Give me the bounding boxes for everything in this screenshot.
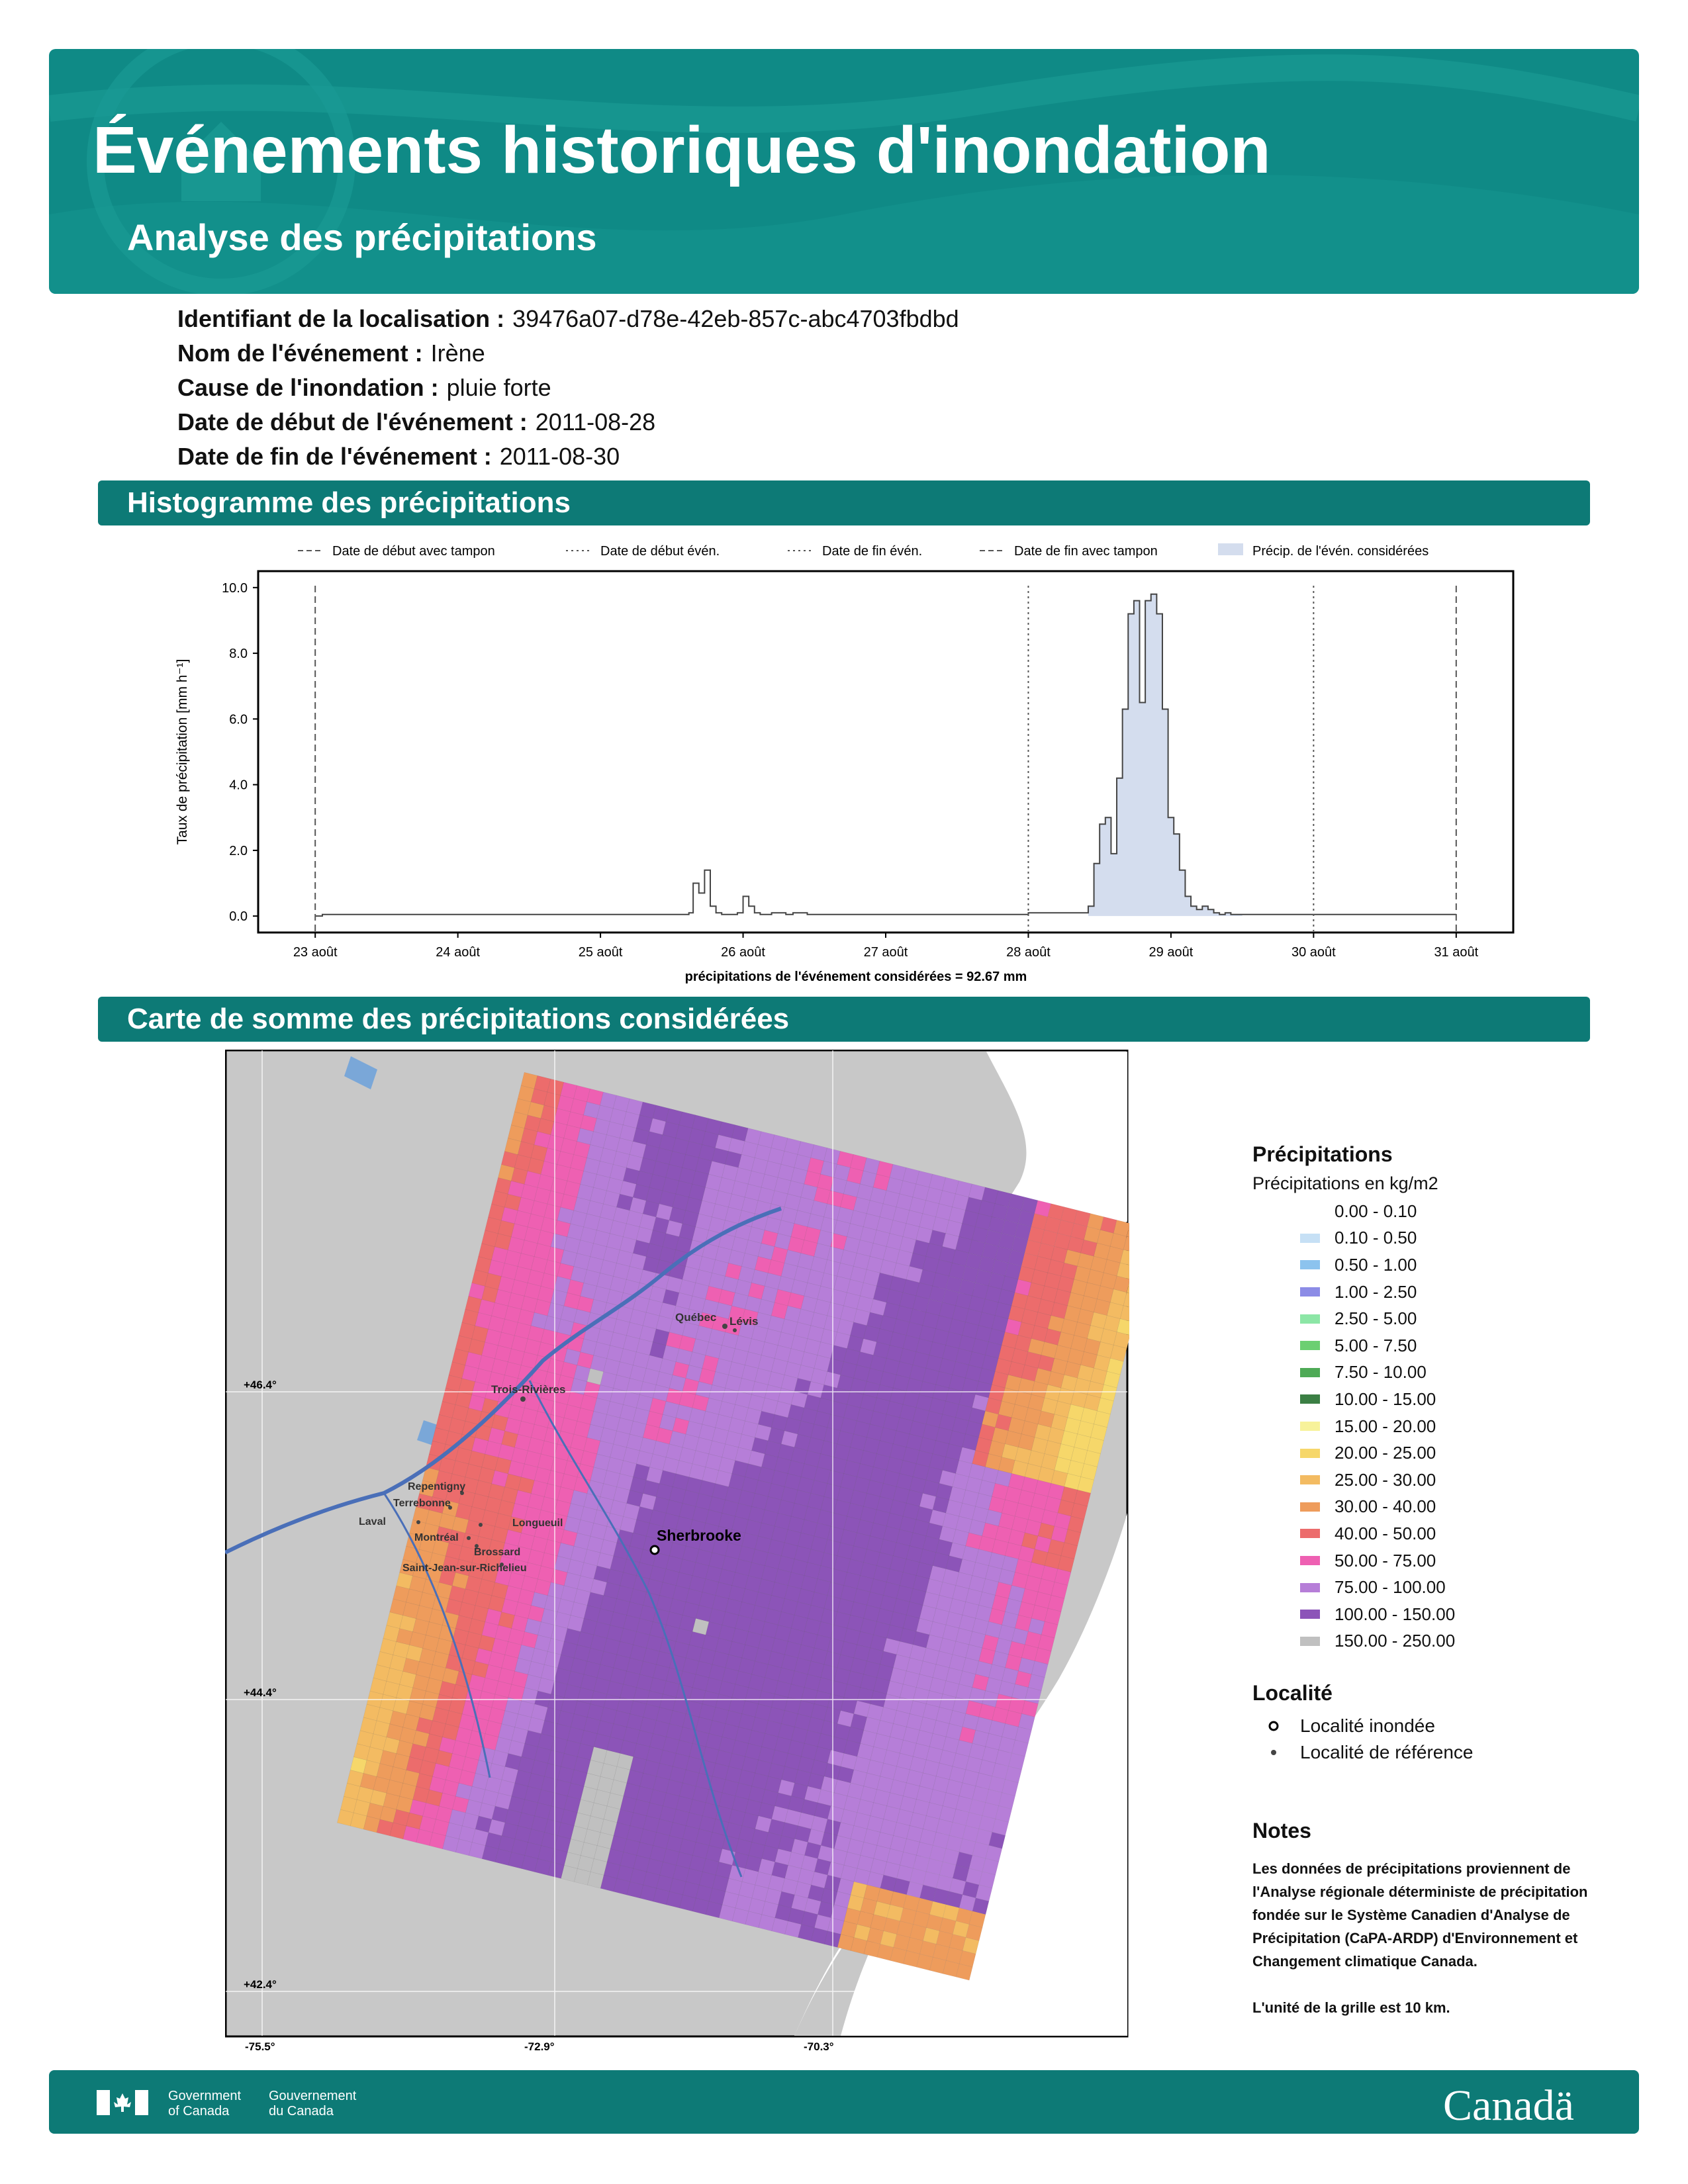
x-tick-label: 23 août bbox=[293, 945, 338, 960]
city-marker bbox=[402, 1563, 527, 1574]
page-subtitle: Analyse des précipitations bbox=[127, 216, 597, 258]
legend-label: Date de début évén. bbox=[600, 544, 720, 559]
legend-title: Précipitations bbox=[1252, 1142, 1393, 1166]
info-label: Identifiant de la localisation : bbox=[177, 305, 505, 332]
locality-title: Localité bbox=[1252, 1681, 1333, 1705]
city-label: Terrebonne bbox=[393, 1498, 451, 1509]
legend-item-label: 0.00 - 0.10 bbox=[1335, 1201, 1417, 1221]
legend-item-label: 1.00 - 2.50 bbox=[1335, 1281, 1417, 1302]
legend-label: Précip. de l'évén. considérées bbox=[1252, 544, 1429, 559]
lat-label: +44.4° bbox=[244, 1686, 277, 1699]
lat-label: +42.4° bbox=[244, 1978, 277, 1991]
info-label: Cause de l'inondation : bbox=[177, 374, 439, 401]
legend-item-label: 75.00 - 100.00 bbox=[1335, 1577, 1446, 1598]
header-banner bbox=[49, 49, 1639, 294]
legend-item bbox=[1252, 1574, 1623, 1601]
legend-item-label: 30.00 - 40.00 bbox=[1335, 1496, 1436, 1517]
info-row-event-name bbox=[177, 336, 959, 371]
x-tick-label: 29 août bbox=[1149, 945, 1194, 960]
y-tick-label: 4.0 bbox=[229, 778, 248, 793]
y-axis-label: Taux de précipitation [mm h⁻¹] bbox=[175, 659, 190, 845]
info-value: pluie forte bbox=[446, 374, 551, 401]
city-label: Québec bbox=[675, 1311, 717, 1324]
legend-item bbox=[1252, 1547, 1623, 1574]
legend-item bbox=[1252, 1601, 1623, 1628]
locality-reference-label: Localité de référence bbox=[1300, 1742, 1474, 1762]
legend-item-label: 0.10 - 0.50 bbox=[1335, 1228, 1417, 1248]
city-label: Sherbrooke bbox=[657, 1527, 741, 1544]
y-tick-label: 0.0 bbox=[229, 909, 248, 925]
info-row-start-date bbox=[177, 405, 959, 439]
x-axis-label: précipitations de l'événement considérées = 92.67 mm bbox=[684, 970, 1027, 984]
info-label: Date de fin de l'événement : bbox=[177, 443, 492, 470]
notes-title: Notes bbox=[1252, 1819, 1311, 1843]
legend-color-swatch bbox=[1300, 1341, 1320, 1350]
info-row-end-date bbox=[177, 439, 959, 474]
legend-item-label: 0.50 - 1.00 bbox=[1335, 1254, 1417, 1275]
legend-item bbox=[1252, 1520, 1623, 1547]
plot-frame bbox=[258, 571, 1513, 933]
legend-item bbox=[1252, 1467, 1623, 1494]
y-tick-label: 6.0 bbox=[229, 712, 248, 727]
y-tick-label: 2.0 bbox=[229, 843, 248, 858]
legend-swatch bbox=[1218, 543, 1243, 555]
legend-item-label: 5.00 - 7.50 bbox=[1335, 1335, 1417, 1355]
y-tick-label: 10.0 bbox=[222, 580, 248, 596]
notes-grid-unit: L'unité de la grille est 10 km. bbox=[1252, 1999, 1450, 2016]
info-label: Date de début de l'événement : bbox=[177, 408, 528, 435]
legend-item bbox=[1252, 1628, 1623, 1655]
legend-item-label: 15.00 - 20.00 bbox=[1335, 1416, 1436, 1436]
legend-item-label: 150.00 - 250.00 bbox=[1335, 1631, 1456, 1651]
legend-item-label: 10.00 - 15.00 bbox=[1335, 1388, 1436, 1409]
precipitation-histogram bbox=[165, 529, 1523, 993]
info-row-cause bbox=[177, 371, 959, 405]
legend-item-label: 40.00 - 50.00 bbox=[1335, 1523, 1436, 1543]
info-value: Irène bbox=[430, 340, 485, 367]
legend-item-label: 50.00 - 75.00 bbox=[1335, 1550, 1436, 1570]
city-marker bbox=[393, 1498, 452, 1510]
legend-color-swatch bbox=[1300, 1529, 1320, 1538]
info-value: 39476a07-d78e-42eb-857c-abc4703fbdbd bbox=[512, 305, 959, 332]
legend-color-swatch bbox=[1300, 1206, 1320, 1216]
legend-item bbox=[1252, 1305, 1623, 1332]
notes-body bbox=[1252, 1857, 1597, 2019]
info-row-location-id bbox=[177, 302, 959, 336]
legend-color-swatch bbox=[1300, 1422, 1320, 1431]
legend-color-swatch bbox=[1300, 1556, 1320, 1565]
lon-label: -70.3° bbox=[804, 2040, 834, 2053]
info-value: 2011-08-30 bbox=[499, 443, 620, 470]
canada-flag-icon bbox=[97, 2090, 148, 2115]
y-tick-label: 8.0 bbox=[229, 647, 248, 662]
x-tick-label: 31 août bbox=[1434, 945, 1479, 960]
x-tick-label: 28 août bbox=[1006, 945, 1051, 960]
legend-subtitle: Précipitations en kg/m2 bbox=[1252, 1173, 1438, 1193]
legend-item-label: 100.00 - 150.00 bbox=[1335, 1604, 1456, 1624]
event-info bbox=[177, 302, 959, 474]
chart-legend bbox=[298, 543, 1429, 559]
map-legend bbox=[1252, 1142, 1623, 1655]
lon-label: -72.9° bbox=[524, 2040, 555, 2053]
info-value: 2011-08-28 bbox=[535, 408, 656, 435]
gov-fr-signature: Gouvernement du Canada bbox=[269, 2089, 357, 2118]
city-label: Brossard bbox=[474, 1547, 521, 1558]
locality-flooded-label: Localité inondée bbox=[1300, 1715, 1435, 1736]
legend-item-label: 2.50 - 5.00 bbox=[1335, 1308, 1417, 1329]
reference-locality-icon bbox=[1266, 1745, 1282, 1760]
legend-item bbox=[1252, 1332, 1623, 1359]
x-tick-label: 26 août bbox=[721, 945, 765, 960]
legend-color-swatch bbox=[1300, 1610, 1320, 1619]
info-label: Nom de l'événement : bbox=[177, 340, 423, 367]
lat-label: +46.4° bbox=[244, 1379, 277, 1391]
precipitation-map bbox=[225, 1050, 1129, 2053]
legend-color-swatch bbox=[1300, 1637, 1320, 1646]
legend-label: Date de début avec tampon bbox=[332, 544, 495, 559]
legend-item bbox=[1252, 1359, 1623, 1387]
legend-item bbox=[1252, 1413, 1623, 1440]
city-label: Laval bbox=[359, 1516, 386, 1527]
gov-en-signature: Government of Canada bbox=[168, 2089, 242, 2118]
legend-color-swatch bbox=[1300, 1583, 1320, 1592]
legend-color-swatch bbox=[1300, 1449, 1320, 1458]
legend-color-swatch bbox=[1300, 1502, 1320, 1512]
legend-label: Date de fin évén. bbox=[822, 544, 923, 559]
legend-color-swatch bbox=[1300, 1314, 1320, 1324]
notes-text: Les données de précipitations proviennent de l'Analyse régionale déterministe de précipitation fondée sur le Système Canadien d'Analyse de Précipitation (CaPA-ARDP) d'Environnement et Changement climatique Canada. bbox=[1252, 1860, 1588, 1970]
canada-wordmark: Canadä bbox=[1443, 2081, 1574, 2130]
legend-item bbox=[1252, 1386, 1623, 1413]
legend-item-label: 7.50 - 10.00 bbox=[1335, 1362, 1427, 1383]
legend-item bbox=[1252, 1494, 1623, 1521]
section-header-map: Carte de somme des précipitations considérées bbox=[98, 997, 1590, 1042]
legend-color-swatch bbox=[1300, 1394, 1320, 1404]
legend-item bbox=[1252, 1279, 1623, 1306]
city-label: Repentigny bbox=[408, 1481, 466, 1492]
legend-item-label: 20.00 - 25.00 bbox=[1335, 1443, 1436, 1463]
flooded-locality-icon bbox=[1266, 1718, 1282, 1734]
city-label: Montréal bbox=[414, 1532, 459, 1543]
x-tick-label: 25 août bbox=[578, 945, 623, 960]
x-tick-label: 24 août bbox=[436, 945, 481, 960]
legend-color-swatch bbox=[1300, 1368, 1320, 1377]
legend-color-swatch bbox=[1300, 1260, 1320, 1269]
city-label: Trois-Rivières bbox=[491, 1383, 566, 1396]
legend-item bbox=[1252, 1251, 1623, 1279]
legend-item-label: 25.00 - 30.00 bbox=[1335, 1469, 1436, 1490]
section-header-histogram: Histogramme des précipitations bbox=[98, 480, 1590, 525]
legend-color-swatch bbox=[1300, 1475, 1320, 1484]
city-label: Longueuil bbox=[512, 1518, 563, 1529]
city-label: Saint-Jean-sur-Richelieu bbox=[402, 1563, 527, 1574]
city-marker bbox=[474, 1544, 520, 1558]
legend-color-swatch bbox=[1300, 1234, 1320, 1243]
x-tick-label: 30 août bbox=[1291, 945, 1336, 960]
lon-label: -75.5° bbox=[245, 2040, 275, 2053]
legend-label: Date de fin avec tampon bbox=[1014, 544, 1158, 559]
legend-color-swatch bbox=[1300, 1287, 1320, 1297]
legend-item bbox=[1252, 1439, 1623, 1467]
legend-item bbox=[1252, 1225, 1623, 1252]
x-tick-label: 27 août bbox=[863, 945, 908, 960]
page-title: Événements historiques d'inondation bbox=[93, 113, 1271, 187]
grid-cell bbox=[956, 1964, 972, 1980]
legend-item bbox=[1252, 1198, 1623, 1225]
city-label: Lévis bbox=[729, 1315, 759, 1328]
